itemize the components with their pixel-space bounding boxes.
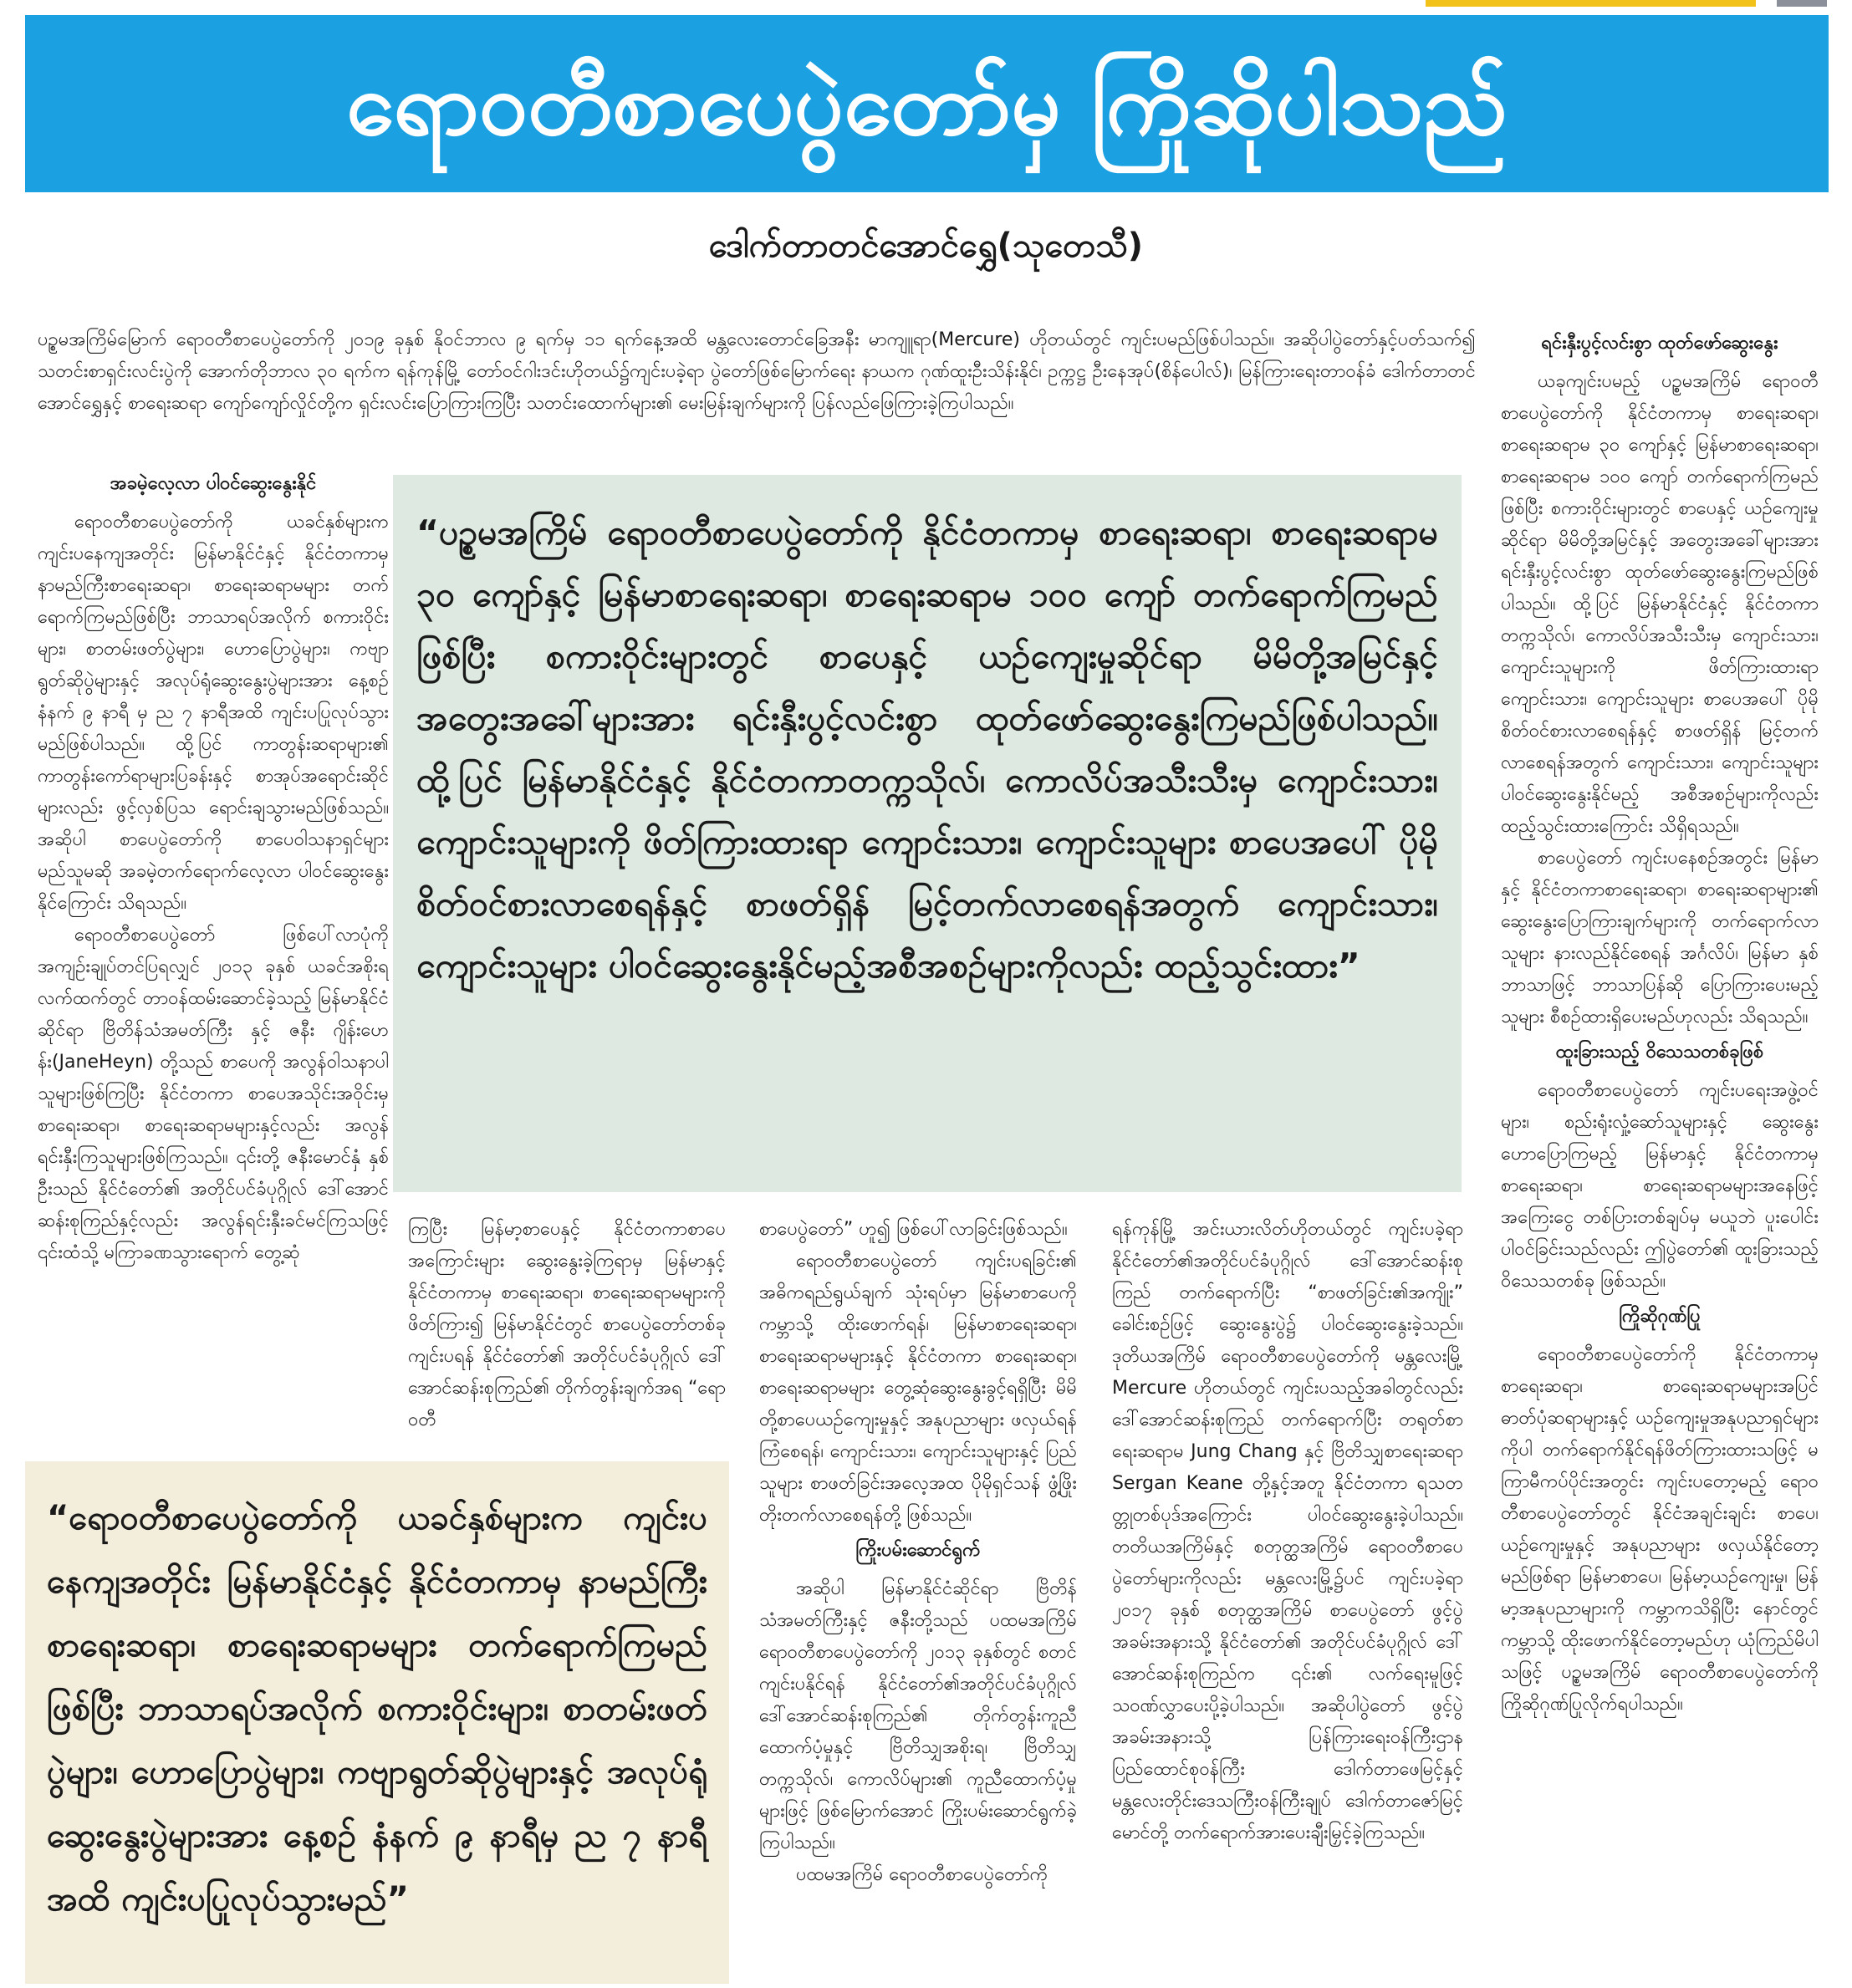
section-heading: ထူးခြားသည့် ဝိသေသတစ်ခုဖြစ်	[1555, 1042, 1764, 1063]
column-left	[38, 465, 389, 1440]
column-middle-c	[1112, 1214, 1463, 1984]
top-accent-bar-yellow	[1426, 0, 1756, 7]
paragraph: စာပေပွဲတော် ကျင်းပနေစဉ်အတွင်း မြန်မာနှင့် နိုင်ငံတကာစာရေးဆရာ၊ စာရေးဆရာများ၏ ဆွေးနွေးပြောကြားချက်များကို တက်ရောက်လာသူများ နားလည်နိုင်စေရန် အင်္ဂလိပ်၊ မြန်မာ နှစ်ဘာသာဖြင့် ဘာသာပြန်ဆို ပြောကြားပေးမည့်သူများ စီစဉ်ထားရှိပေးမည်ဟုလည်း သိရသည်။	[1501, 848, 1819, 1027]
section-heading: ကြိုးပမ်းဆောင်ရွက်	[855, 1540, 981, 1561]
paragraph: ပထမအကြိမ် ရောဝတီစာပေပွဲတော်ကို	[796, 1864, 1048, 1885]
column-middle-a	[408, 1214, 726, 1440]
paragraph: အဆိုပါ မြန်မာနိုင်ငံဆိုင်ရာ ဗြိတိန်သံအမတ်ကြီးနှင့် ဇနီးတို့သည် ပထမအကြိမ် ရောဝတီစာပေပွဲတော်ကို ၂၀၁၃ ခုနှစ်တွင် စတင်ကျင်းပနိုင်ရန် နိုင်ငံတော်၏အတိုင်ပင်ခံပုဂ္ဂိုလ် ဒေါ်အောင်ဆန်းစုကြည်၏ တိုက်တွန်းကူညီထောက်ပံ့မှုနှင့် ဗြိတိသျှအစိုးရ၊ ဗြိတိသျှတက္ကသိုလ်၊ ကောလိပ်များ၏ ကူညီထောက်ပံ့မှုများဖြင့် ဖြစ်မြောက်အောင် ကြိုးပမ်းဆောင်ရွက်ခဲ့ကြပါသည်။	[759, 1578, 1077, 1853]
paragraph: ကြပြီး မြန်မာ့စာပေနှင့် နိုင်ငံတကာစာပေအကြောင်းများ ဆွေးနွေးခဲ့ကြရာမှ မြန်မာနှင့် နိုင်ငံတကာမှ စာရေးဆရာ၊ စာရေးဆရာမများကို ဖိတ်ကြား၍ မြန်မာနိုင်ငံတွင် စာပေပွဲတော်တစ်ခု ကျင်းပရန် နိုင်ငံတော်၏ အတိုင်ပင်ခံပုဂ္ဂိုလ် ဒေါ်အောင်ဆန်းစုကြည်၏ တိုက်တွန်းချက်အရ “ရောဝတီ	[408, 1219, 726, 1430]
section-heading: ရင်းနှီးပွင့်လင်းစွာ ထုတ်ဖော်ဆွေးနွေး	[1541, 333, 1778, 354]
byline: ဒေါက်တာတင်အောင်ရွှေ(သုတေသီ)	[708, 227, 1144, 265]
top-accent-bar-gray	[1777, 0, 1827, 7]
pull-quote-yellow: “ရောဝတီစာပေပွဲတော်ကို ယခင်နှစ်များက ကျင်းပနေကျအတိုင်း မြန်မာနိုင်ငံနှင့် နိုင်ငံတကာမှ နာမည်ကြီးစာရေးဆရာ၊ စာရေးဆရာမများ တက်ရောက်ကြမည်ဖြစ်ပြီး ဘာသာရပ်အလိုက် စကားဝိုင်းများ၊ စာတမ်းဖတ်ပွဲများ၊ ဟောပြောပွဲများ၊ ကဗျာရွတ်ဆိုပွဲများနှင့် အလုပ်ရုံဆွေးနွေးပွဲများအား နေ့စဉ် နံနက် ၉ နာရီမှ ည ၇ နာရီအထိ ကျင်းပပြုလုပ်သွားမည်”	[25, 1461, 729, 1984]
paragraph: ရောဝတီစာပေပွဲတော်ကို ယခင်နှစ်များက ကျင်းပနေကျအတိုင်း မြန်မာနိုင်ငံနှင့် နိုင်ငံတကာမှ နာမည်ကြီးစာရေးဆရာ၊ စာရေးဆရာမများ တက်ရောက်ကြမည်ဖြစ်ပြီး ဘာသာရပ်အလိုက် စကားဝိုင်းများ၊ စာတမ်းဖတ်ပွဲများ၊ ဟောပြောပွဲများ၊ ကဗျာရွတ်ဆိုပွဲများနှင့် အလုပ်ရုံဆွေးနွေးပွဲများအား နေ့စဉ် နံနက် ၉ နာရီ မှ ည ၇ နာရီအထိ ကျင်းပပြုလုပ်သွားမည်ဖြစ်ပါသည်။ ထို့ပြင် ကာတွန်းဆရာများ၏ ကာတွန်းကော်ရာများပြခန်းနှင့် စာအုပ်အရောင်းဆိုင်များလည်း ဖွင့်လှစ်ပြသ ရောင်းချသွားမည်ဖြစ်သည်။ အဆိုပါ စာပေပွဲတော်ကို စာပေဝါသနာရှင်များ မည်သူမဆို အခမဲ့တက်ရောက်လေ့လာ ပါဝင်ဆွေးနွေးနိုင်ကြောင်း သိရသည်။	[38, 512, 389, 914]
pull-quote-green: “ပဉ္စမအကြိမ် ရောဝတီစာပေပွဲတော်ကို နိုင်ငံတကာမှ စာရေးဆရာ၊ စာရေးဆရာမ ၃၀ ကျော်နှင့် မြန်မာစာရေးဆရာ၊ စာရေးဆရာမ ၁၀၀ ကျော် တက်ရောက်ကြမည်ဖြစ်ပြီး စကားဝိုင်းများတွင် စာပေနှင့် ယဉ်ကျေးမှုဆိုင်ရာ မိမိတို့အမြင်နှင့် အတွေးအခေါ်များအား ရင်းနှီးပွင့်လင်းစွာ ထုတ်ဖော်ဆွေးနွေးကြမည်ဖြစ်ပါသည်။ ထို့ပြင် မြန်မာနိုင်ငံနှင့် နိုင်ငံတကာတက္ကသိုလ်၊ ကောလိပ်အသီးသီးမှ ကျောင်းသား၊ ကျောင်းသူများကို ဖိတ်ကြားထားရာ ကျောင်းသား၊ ကျောင်းသူများ စာပေအပေါ် ပိုမိုစိတ်ဝင်စားလာစေရန်နှင့် စာဖတ်ရှိန် မြင့်တက်လာစေရန်အတွက် ကျောင်းသား၊ ကျောင်းသူများ ပါဝင်ဆွေးနွေးနိုင်မည့်အစီအစဉ်များကိုလည်း ထည့်သွင်းထား”	[393, 475, 1462, 1192]
intro-paragraph: ပဉ္စမအကြိမ်မြောက် ရောဝတီစာပေပွဲတော်ကို ၂၀၁၉ ခုနှစ် နိုဝင်ဘာလ ၉ ရက်မှ ၁၁ ရက်နေ့အထိ မန္တလေးတောင်ခြေအနီး မာကျူရာ(Mercure) ဟိုတယ်တွင် ကျင်းပမည်ဖြစ်ပါသည်။ အဆိုပါပွဲတော်နှင့်ပတ်သက်၍ သတင်းစာရှင်းလင်းပွဲကို အောက်တိုဘာလ ၃၀ ရက်က ရန်ကုန်မြို့ တော်ဝင်ဂါးဒင်းဟိုတယ်၌ကျင်းပခဲ့ရာ ပွဲတော်ဖြစ်မြောက်ရေး နာယက ဂုဏ်ထူးဦးသိန်းနိုင်၊ ဥက္ကဋ္ဌ ဦးနေအုပ်(စိန်ပေါလ်)၊ မြန်ကြားရေးတာဝန်ခံ ဒေါက်တာတင်အောင်ရွှေနှင့် စာရေးဆရာ ကျော်ကျော်လှိုင်တို့က ရှင်းလင်းပြောကြားကြပြီး သတင်းထောက်များ၏ မေးမြန်းချက်များကို ပြန်လည်ဖြေကြားခဲ့ကြပါသည်။	[38, 329, 1476, 414]
paragraph: ရောဝတီစာပေပွဲတော် ဖြစ်ပေါ်လာပုံကို အကျဉ်းချုပ်တင်ပြရလျှင် ၂၀၁၃ ခုနှစ် ယခင်အစိုးရလက်ထက်တွင် တာဝန်ထမ်းဆောင်ခဲ့သည့် မြန်မာနိုင်ငံဆိုင်ရာ ဗြိတိန်သံအမတ်ကြီး နှင့် ဇနီး ဂျိန်းဟေန်း(JaneHeyn) တို့သည် စာပေကို အလွန်ဝါသနာပါသူများဖြစ်ကြပြီး နိုင်ငံတကာ စာပေအသိုင်းအဝိုင်းမှ စာရေးဆရာ၊ စာရေးဆရာမများနှင့်လည်း အလွန်ရင်းနှီးကြသူများဖြစ်ကြသည်။ ၎င်းတို့ ဇနီးမောင်နှံ နှစ်ဦးသည် နိုင်ငံတော်၏ အတိုင်ပင်ခံပုဂ္ဂိုလ် ဒေါ်အောင်ဆန်းစုကြည်နှင့်လည်း အလွန်ရင်းနှီးခင်မင်ကြသဖြင့် ၎င်းထံသို့ မကြာခဏသွားရောက် တွေ့ဆုံ	[38, 925, 389, 1263]
section-heading: အခမဲ့လေ့လာ ပါဝင်ဆွေးနွေးနိုင်	[110, 473, 317, 494]
column-right	[1501, 324, 1819, 1984]
column-middle-b	[759, 1214, 1077, 1984]
paragraph: စာပေပွဲတော်” ဟူ၍ ဖြစ်ပေါ်လာခြင်းဖြစ်သည်။	[759, 1219, 1068, 1240]
headline-text: ရောဝတီစာပေပွဲတော်မှ ကြိုဆိုပါသည်	[345, 52, 1508, 155]
paragraph: ရောဝတီစာပေပွဲတော်ကို နိုင်ငံတကာမှ စာရေးဆရာ၊ စာရေးဆရာမများအပြင် ဓာတ်ပုံဆရာများနှင့် ယဉ်ကျေးမှုအနုပညာရှင်များကိုပါ တက်ရောက်နိုင်ရန်ဖိတ်ကြားထားသဖြင့် မကြာမီကပ်ပိုင်းအတွင်း ကျင်းပတော့မည့် ရောဝတီစာပေပွဲတော်တွင် နိုင်ငံအချင်းချင်း စာပေ၊ ယဉ်ကျေးမှုနှင့် အနုပညာများ ဖလှယ်နိုင်တော့မည်ဖြစ်ရာ မြန်မာစာပေ၊ မြန်မာ့ယဉ်ကျေးမှု၊ မြန်မာ့အနုပညာများကို ကမ္ဘာကသိရှိပြီး နောင်တွင် ကမ္ဘာသို့ ထိုးဖောက်နိုင်တော့မည်ဟု ယုံကြည်မိပါသဖြင့် ပဉ္စမအကြိမ် ရောဝတီစာပေပွဲတော်ကို ကြိုဆိုဂုဏ်ပြုလိုက်ရပါသည်။	[1501, 1344, 1819, 1715]
headline-banner	[25, 15, 1829, 192]
paragraph: ရောဝတီစာပေပွဲတော် ကျင်းပရခြင်း၏ အဓိကရည်ရွယ်ချက် သုံးရပ်မှာ မြန်မာစာပေကို ကမ္ဘာသို့ ထိုးဖောက်ရန်၊ မြန်မာစာရေးဆရာ၊ စာရေးဆရာမများနှင့် နိုင်ငံတကာ စာရေးဆရာ၊ စာရေးဆရာမများ တွေ့ဆုံဆွေးနွေးခွင့်ရရှိပြီး မိမိတို့စာပေယဉ်ကျေးမှုနှင့် အနုပညာများ ဖလှယ်ရန်ကြံစေရန်၊ ကျောင်းသား၊ ကျောင်းသူများနှင့် ပြည်သူများ စာဖတ်ခြင်းအလေ့အထ ပိုမိုရှင်သန် ဖွံ့ဖြိုးတိုးတက်လာစေရန်တို့ ဖြစ်သည်။	[759, 1251, 1077, 1526]
paragraph: ရောဝတီစာပေပွဲတော် ကျင်းပရေးအဖွဲ့ဝင်များ၊ စည်းရုံးလှုံ့ဆော်သူများနှင့် ဆွေးနွေးဟောပြောကြမည့် မြန်မာနှင့် နိုင်ငံတကာမှ စာရေးဆရာ၊ စာရေးဆရာမများအနေဖြင့် အကြေးငွေ တစ်ပြားတစ်ချပ်မှ မယူဘဲ ပူးပေါင်းပါဝင်ခြင်းသည်လည်း ဤပွဲတော်၏ ထူးခြားသည့် ဝိသေသတစ်ခု ဖြစ်သည်။	[1501, 1080, 1819, 1292]
paragraph: ရန်ကုန်မြို့ အင်းယားလိတ်ဟိုတယ်တွင် ကျင်းပခဲ့ရာ နိုင်ငံတော်၏အတိုင်ပင်ခံပုဂ္ဂိုလ် ဒေါ်အောင်ဆန်းစုကြည် တက်ရောက်ပြီး “စာဖတ်ခြင်း၏အကျိုး” ခေါင်းစဉ်ဖြင့် ဆွေးနွေးပွဲ၌ ပါဝင်ဆွေးနွေးခဲ့သည်။ ဒုတိယအကြိမ် ရောဝတီစာပေပွဲတော်ကို မန္တလေးမြို့ Mercure ဟိုတယ်တွင် ကျင်းပသည့်အခါတွင်လည်း ဒေါ်အောင်ဆန်းစုကြည် တက်ရောက်ပြီး တရုတ်စာရေးဆရာမ Jung Chang နှင့် ဗြိတိသျှစာရေးဆရာ Sergan Keane တို့နှင့်အတူ နိုင်ငံတကာ ရသတတ္တုတစ်ပုဒ်အကြောင်း ပါဝင်ဆွေးနွေးခဲ့ပါသည်။ တတိယအကြိမ်နှင့် စတုတ္ထအကြိမ် ရောဝတီစာပေပွဲတော်များကိုလည်း မန္တလေးမြို့၌ပင် ကျင်းပခဲ့ရာ ၂၀၁၇ ခုနှစ် စတုတ္ထအကြိမ် စာပေပွဲတော် ဖွင့်ပွဲအခမ်းအနားသို့ နိုင်ငံတော်၏ အတိုင်ပင်ခံပုဂ္ဂိုလ် ဒေါ်အောင်ဆန်းစုကြည်က ၎င်း၏ လက်ရေးမူဖြင့် သဝဏ်လွှာပေးပို့ခဲ့ပါသည်။ အဆိုပါပွဲတော် ဖွင့်ပွဲအခမ်းအနားသို့ ပြန်ကြားရေးဝန်ကြီးဌာန ပြည်ထောင်စုဝန်ကြီး ဒေါက်တာဖေမြင့်နှင့် မန္တလေးတိုင်းဒေသကြီးဝန်ကြီးချုပ် ဒေါက်တာဇော်မြင့်မောင်တို့ တက်ရောက်အားပေးချီးမြှင့်ခဲ့ကြသည်။	[1112, 1219, 1463, 1843]
paragraph: ယခုကျင်းပမည့် ပဉ္စမအကြိမ် ရောဝတီစာပေပွဲတော်ကို နိုင်ငံတကာမှ စာရေးဆရာ၊ စာရေးဆရာမ ၃၀ ကျော်နှင့် မြန်မာစာရေးဆရာ၊ စာရေးဆရာမ ၁၀၀ ကျော် တက်ရောက်ကြမည်ဖြစ်ပြီး စကားဝိုင်းများတွင် စာပေနှင့် ယဉ်ကျေးမှုဆိုင်ရာ မိမိတို့အမြင်နှင့် အတွေးအခေါ်များအား ရင်းနှီးပွင့်လင်းစွာ ထုတ်ဖော်ဆွေးနွေးကြမည်ဖြစ်ပါသည်။ ထို့ပြင် မြန်မာနိုင်ငံနှင့် နိုင်ငံတကာတက္ကသိုလ်၊ ကောလိပ်အသီးသီးမှ ကျောင်းသား၊ ကျောင်းသူများကို ဖိတ်ကြားထားရာ ကျောင်းသား၊ ကျောင်းသူများ စာပေအပေါ် ပိုမိုစိတ်ဝင်စားလာစေရန်နှင့် စာဖတ်ရှိန် မြင့်တက်လာစေရန်အတွက် ကျောင်းသား၊ ကျောင်းသူများ ပါဝင်ဆွေးနွေးနိုင်မည့် အစီအစဉ်များကိုလည်း ထည့်သွင်းထားကြောင်း သိရှိရသည်။	[1501, 371, 1819, 837]
section-heading: ကြိုဆိုဂုဏ်ပြု	[1619, 1306, 1701, 1327]
